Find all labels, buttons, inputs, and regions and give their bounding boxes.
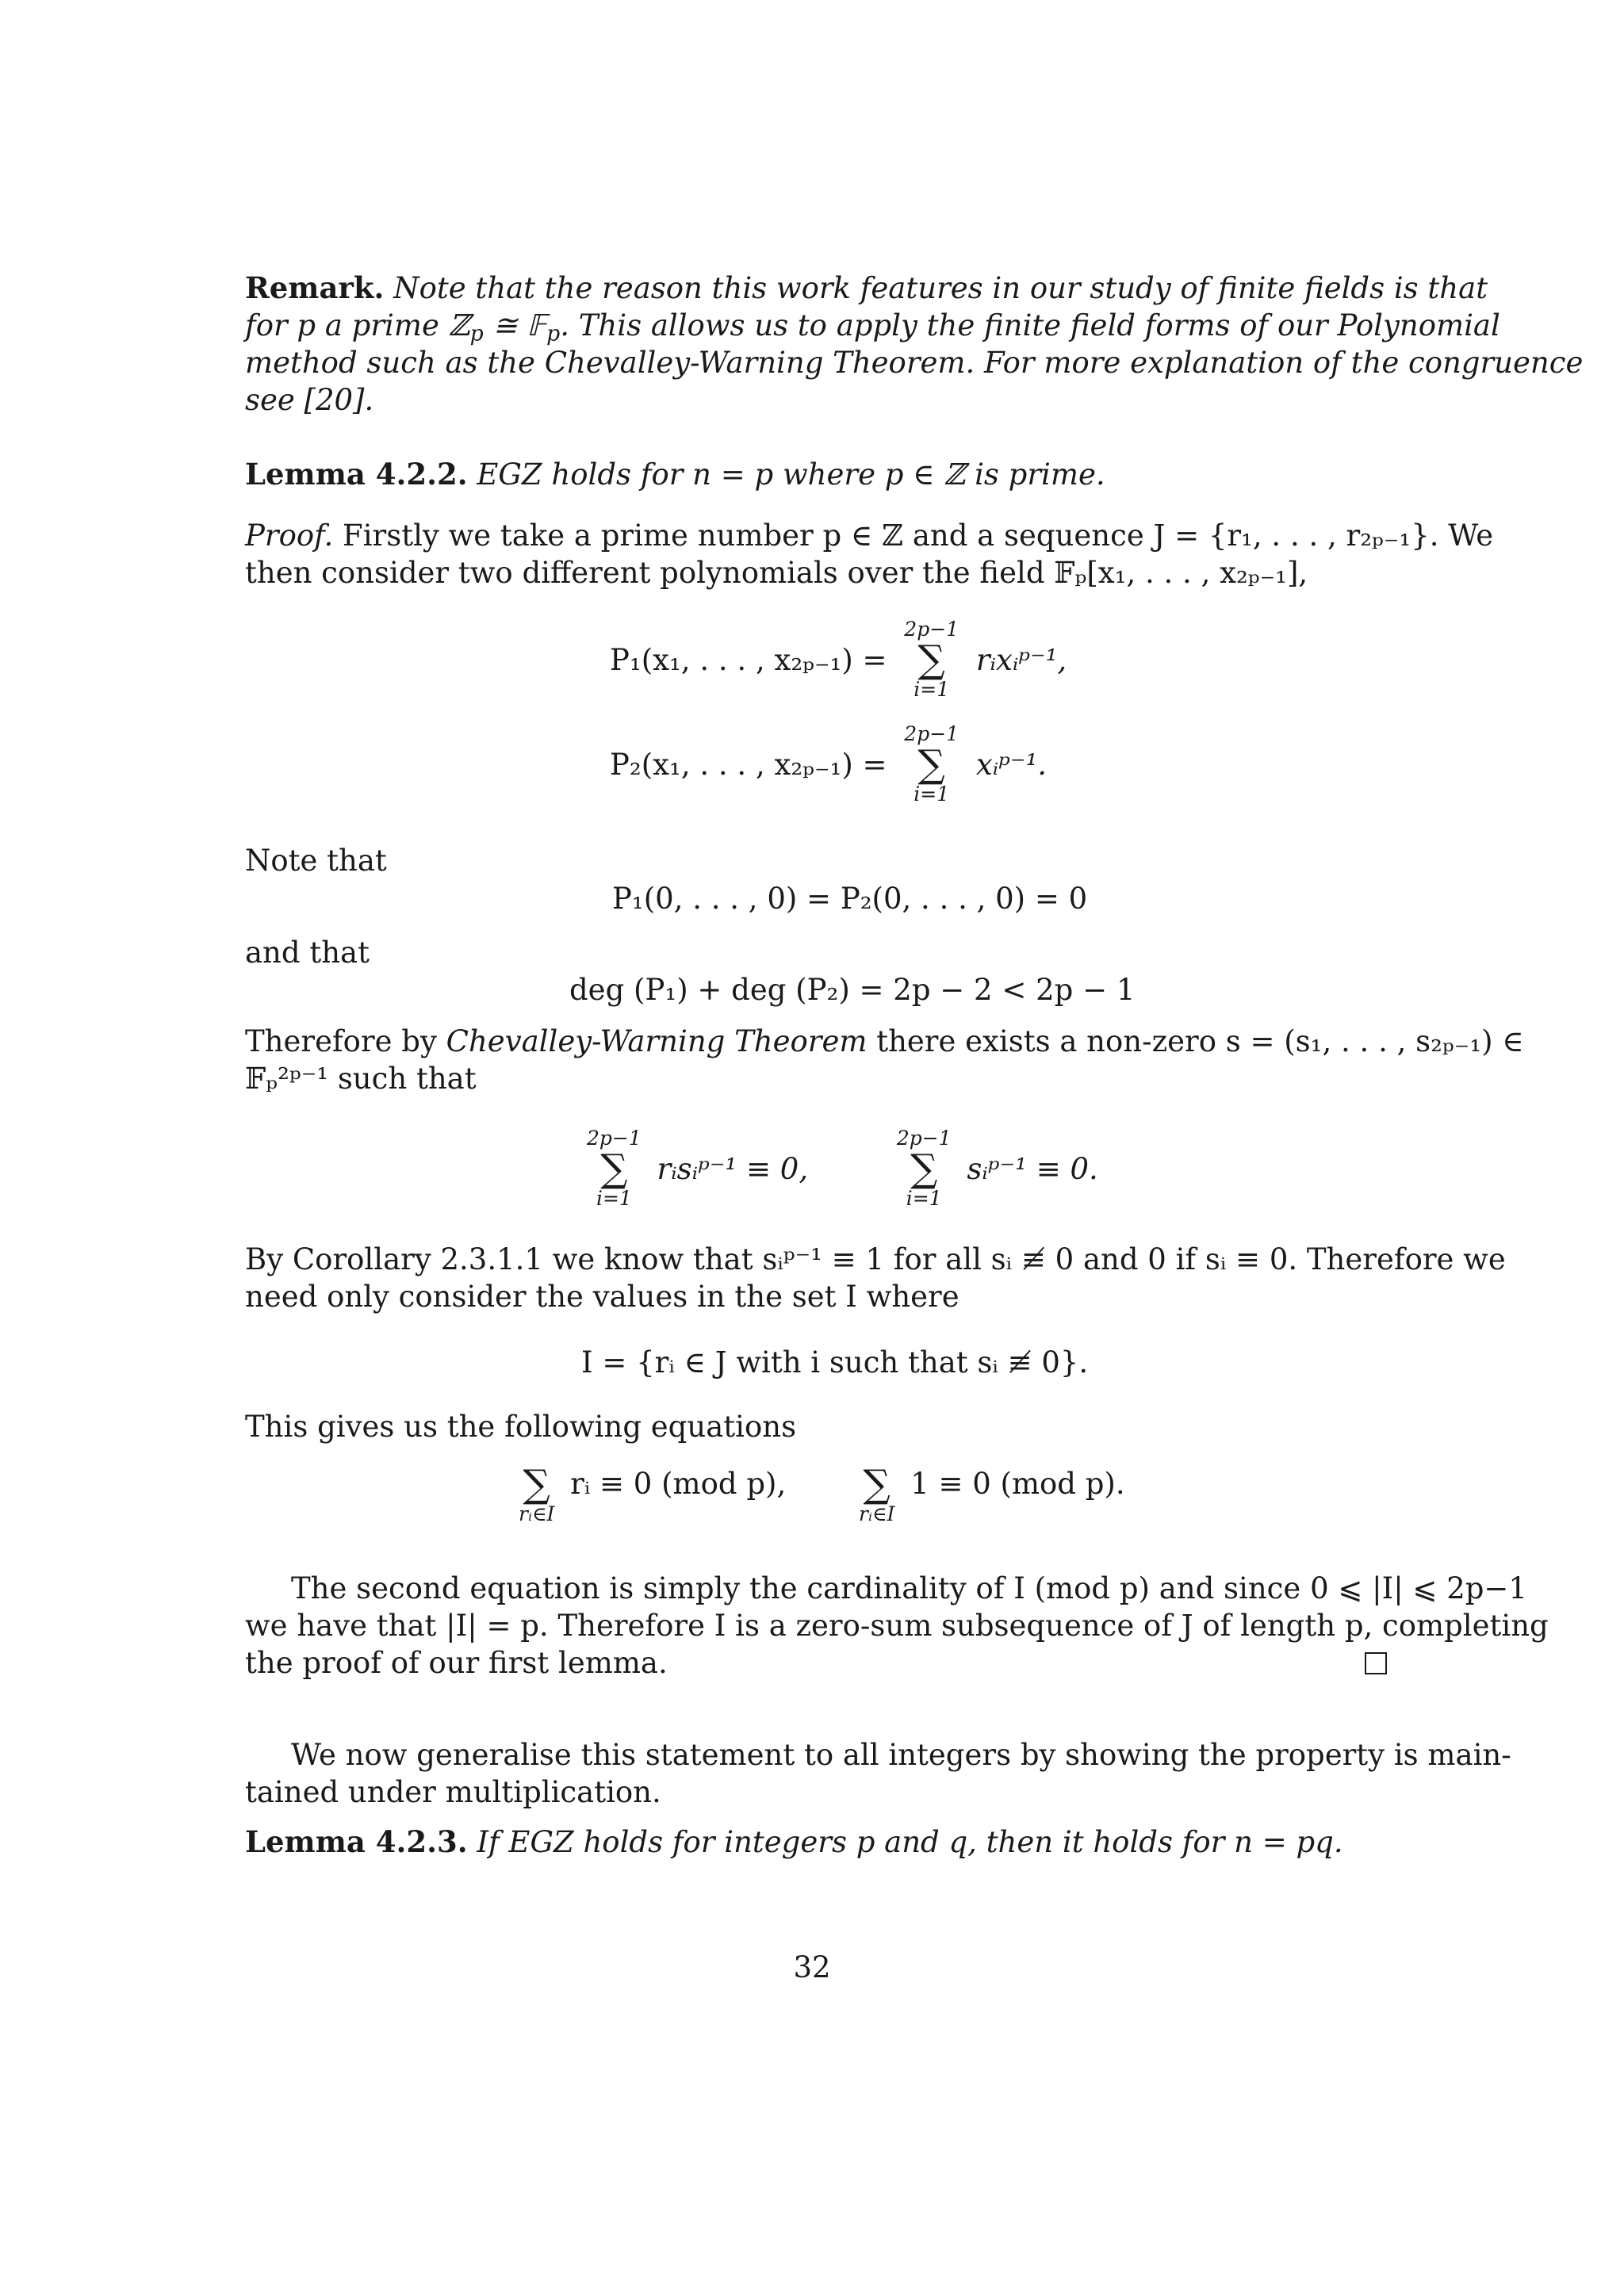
sum-operator: ∑ rᵢ∈I bbox=[859, 1462, 895, 1525]
chevalley-warning-paragraph: Therefore by Chevalley-Warning Theorem there exists a non-zero s = (s₁, . . . , s₂ₚ₋₁) ∈ 𝔽ₚ²ᵖ⁻¹ such that bbox=[245, 1024, 1524, 1096]
equation-mod-sum-1: rᵢ ≡ 0 (mod p), bbox=[570, 1466, 787, 1501]
cardinality-line-2: we have that |I| = p. Therefore I is a zero-sum subsequence of J of length p, completing bbox=[245, 1609, 1549, 1643]
proof-paragraph bbox=[245, 517, 1494, 591]
set-i-definition: I = {rᵢ ∈ J with i such that sᵢ ≢ 0}. bbox=[581, 1345, 1089, 1380]
lemma-4-2-2-label: Lemma 4.2.2. bbox=[245, 457, 468, 492]
sum-operator: 2p−1 ∑ i=1 bbox=[904, 722, 959, 806]
remark-line-2e: . This allows us to apply the finite field forms of our Polynomial bbox=[560, 308, 1500, 342]
equation-p1-lhs: P₁(x₁, . . . , x₂ₚ₋₁) = bbox=[610, 642, 887, 677]
cardinality-paragraph bbox=[245, 1570, 1549, 1682]
remark-paragraph: Remark. Note that the reason this work features in our study of finite fields is that for p a prime ℤ$_p$ ≅ 𝔽$_p$. This allows us to apply the finite field forms of our Polynomial method such as the Chevalley-Warning Theorem. For more explanation of the congruence see [20]. bbox=[245, 270, 1584, 417]
qed-symbol bbox=[1365, 1652, 1387, 1674]
sum-operator: 2p−1 ∑ i=1 bbox=[587, 1127, 642, 1210]
remark-line-2a: for p a prime ℤ bbox=[245, 308, 470, 342]
proof-line-1: Firstly we take a prime number p ∈ ℤ and a sequence J = {r₁, . . . , r₂ₚ₋₁}. We bbox=[343, 519, 1494, 553]
lemma-4-2-3 bbox=[245, 1823, 1387, 1861]
remark-label: Remark. bbox=[245, 270, 385, 305]
equation-p2-rhs: xᵢᵖ⁻¹. bbox=[975, 747, 1048, 782]
gives-equations-text: This gives us the following equations bbox=[245, 1410, 797, 1444]
zero-equation: P₁(0, . . . , 0) = P₂(0, . . . , 0) = 0 bbox=[612, 882, 1088, 916]
equation-mod-sum-2: 1 ≡ 0 (mod p). bbox=[910, 1466, 1125, 1501]
equation-p1-rhs: rᵢxᵢᵖ⁻¹, bbox=[975, 642, 1067, 677]
equation-s-sum-2: sᵢᵖ⁻¹ ≡ 0. bbox=[967, 1151, 1098, 1186]
corollary-line-1: By Corollary 2.3.1.1 we know that sᵢᵖ⁻¹ ≡ 1 for all sᵢ ≢ 0 and 0 if sᵢ ≡ 0. Therefore we bbox=[245, 1242, 1506, 1276]
remark-line-1: Note that the reason this work features in our study of finite fields is that bbox=[393, 271, 1488, 305]
equation-p2 bbox=[610, 723, 1047, 806]
lemma-4-2-3-label: Lemma 4.2.3. bbox=[245, 1824, 468, 1859]
generalise-paragraph bbox=[245, 1736, 1511, 1811]
and-that-text: and that bbox=[245, 936, 370, 970]
degree-equation: deg (P₁) + deg (P₂) = 2p − 2 < 2p − 1 bbox=[569, 973, 1136, 1007]
lemma-4-2-3-text: If EGZ holds for integers p and q, then it holds for n = pq. bbox=[477, 1825, 1343, 1859]
proof-label: Proof. bbox=[245, 519, 334, 553]
generalise-line-1: We now generalise this statement to all integers by showing the property is main- bbox=[291, 1738, 1511, 1772]
proof-line-2: then consider two different polynomials over the field 𝔽ₚ[x₁, . . . , x₂ₚ₋₁], bbox=[245, 556, 1308, 590]
remark-line-3: method such as the Chevalley-Warning Theorem. For more explanation of the congruence bbox=[245, 346, 1584, 380]
lemma-4-2-2-text: EGZ holds for n = p where p ∈ ℤ is prime. bbox=[477, 457, 1105, 492]
cardinality-line-1: The second equation is simply the cardinality of I (mod p) and since 0 ⩽ |I| ⩽ 2p−1 bbox=[291, 1571, 1527, 1605]
lemma-4-2-2 bbox=[245, 456, 1387, 493]
remark-line-4: see [20]. bbox=[245, 383, 374, 417]
corollary-line-2: need only consider the values in the set I where bbox=[245, 1280, 959, 1314]
note-that-text: Note that bbox=[245, 844, 387, 878]
corollary-paragraph bbox=[245, 1241, 1506, 1315]
equation-s-sum-1: rᵢsᵢᵖ⁻¹ ≡ 0, bbox=[657, 1151, 809, 1186]
equation-p1 bbox=[610, 618, 1067, 701]
page-number: 32 bbox=[793, 1950, 831, 1984]
generalise-line-2: tained under multiplication. bbox=[245, 1775, 661, 1809]
sum-operator: 2p−1 ∑ i=1 bbox=[904, 618, 959, 701]
chevalley-warning-name: Chevalley-Warning Theorem bbox=[446, 1024, 868, 1058]
equation-mod-sums bbox=[519, 1462, 1125, 1525]
equation-p2-lhs: P₂(x₁, . . . , x₂ₚ₋₁) = bbox=[610, 747, 887, 782]
sum-operator: ∑ rᵢ∈I bbox=[519, 1462, 555, 1525]
sum-operator: 2p−1 ∑ i=1 bbox=[896, 1127, 952, 1210]
cardinality-line-3: the proof of our first lemma. bbox=[245, 1646, 668, 1680]
equation-s-sums bbox=[587, 1127, 1098, 1210]
